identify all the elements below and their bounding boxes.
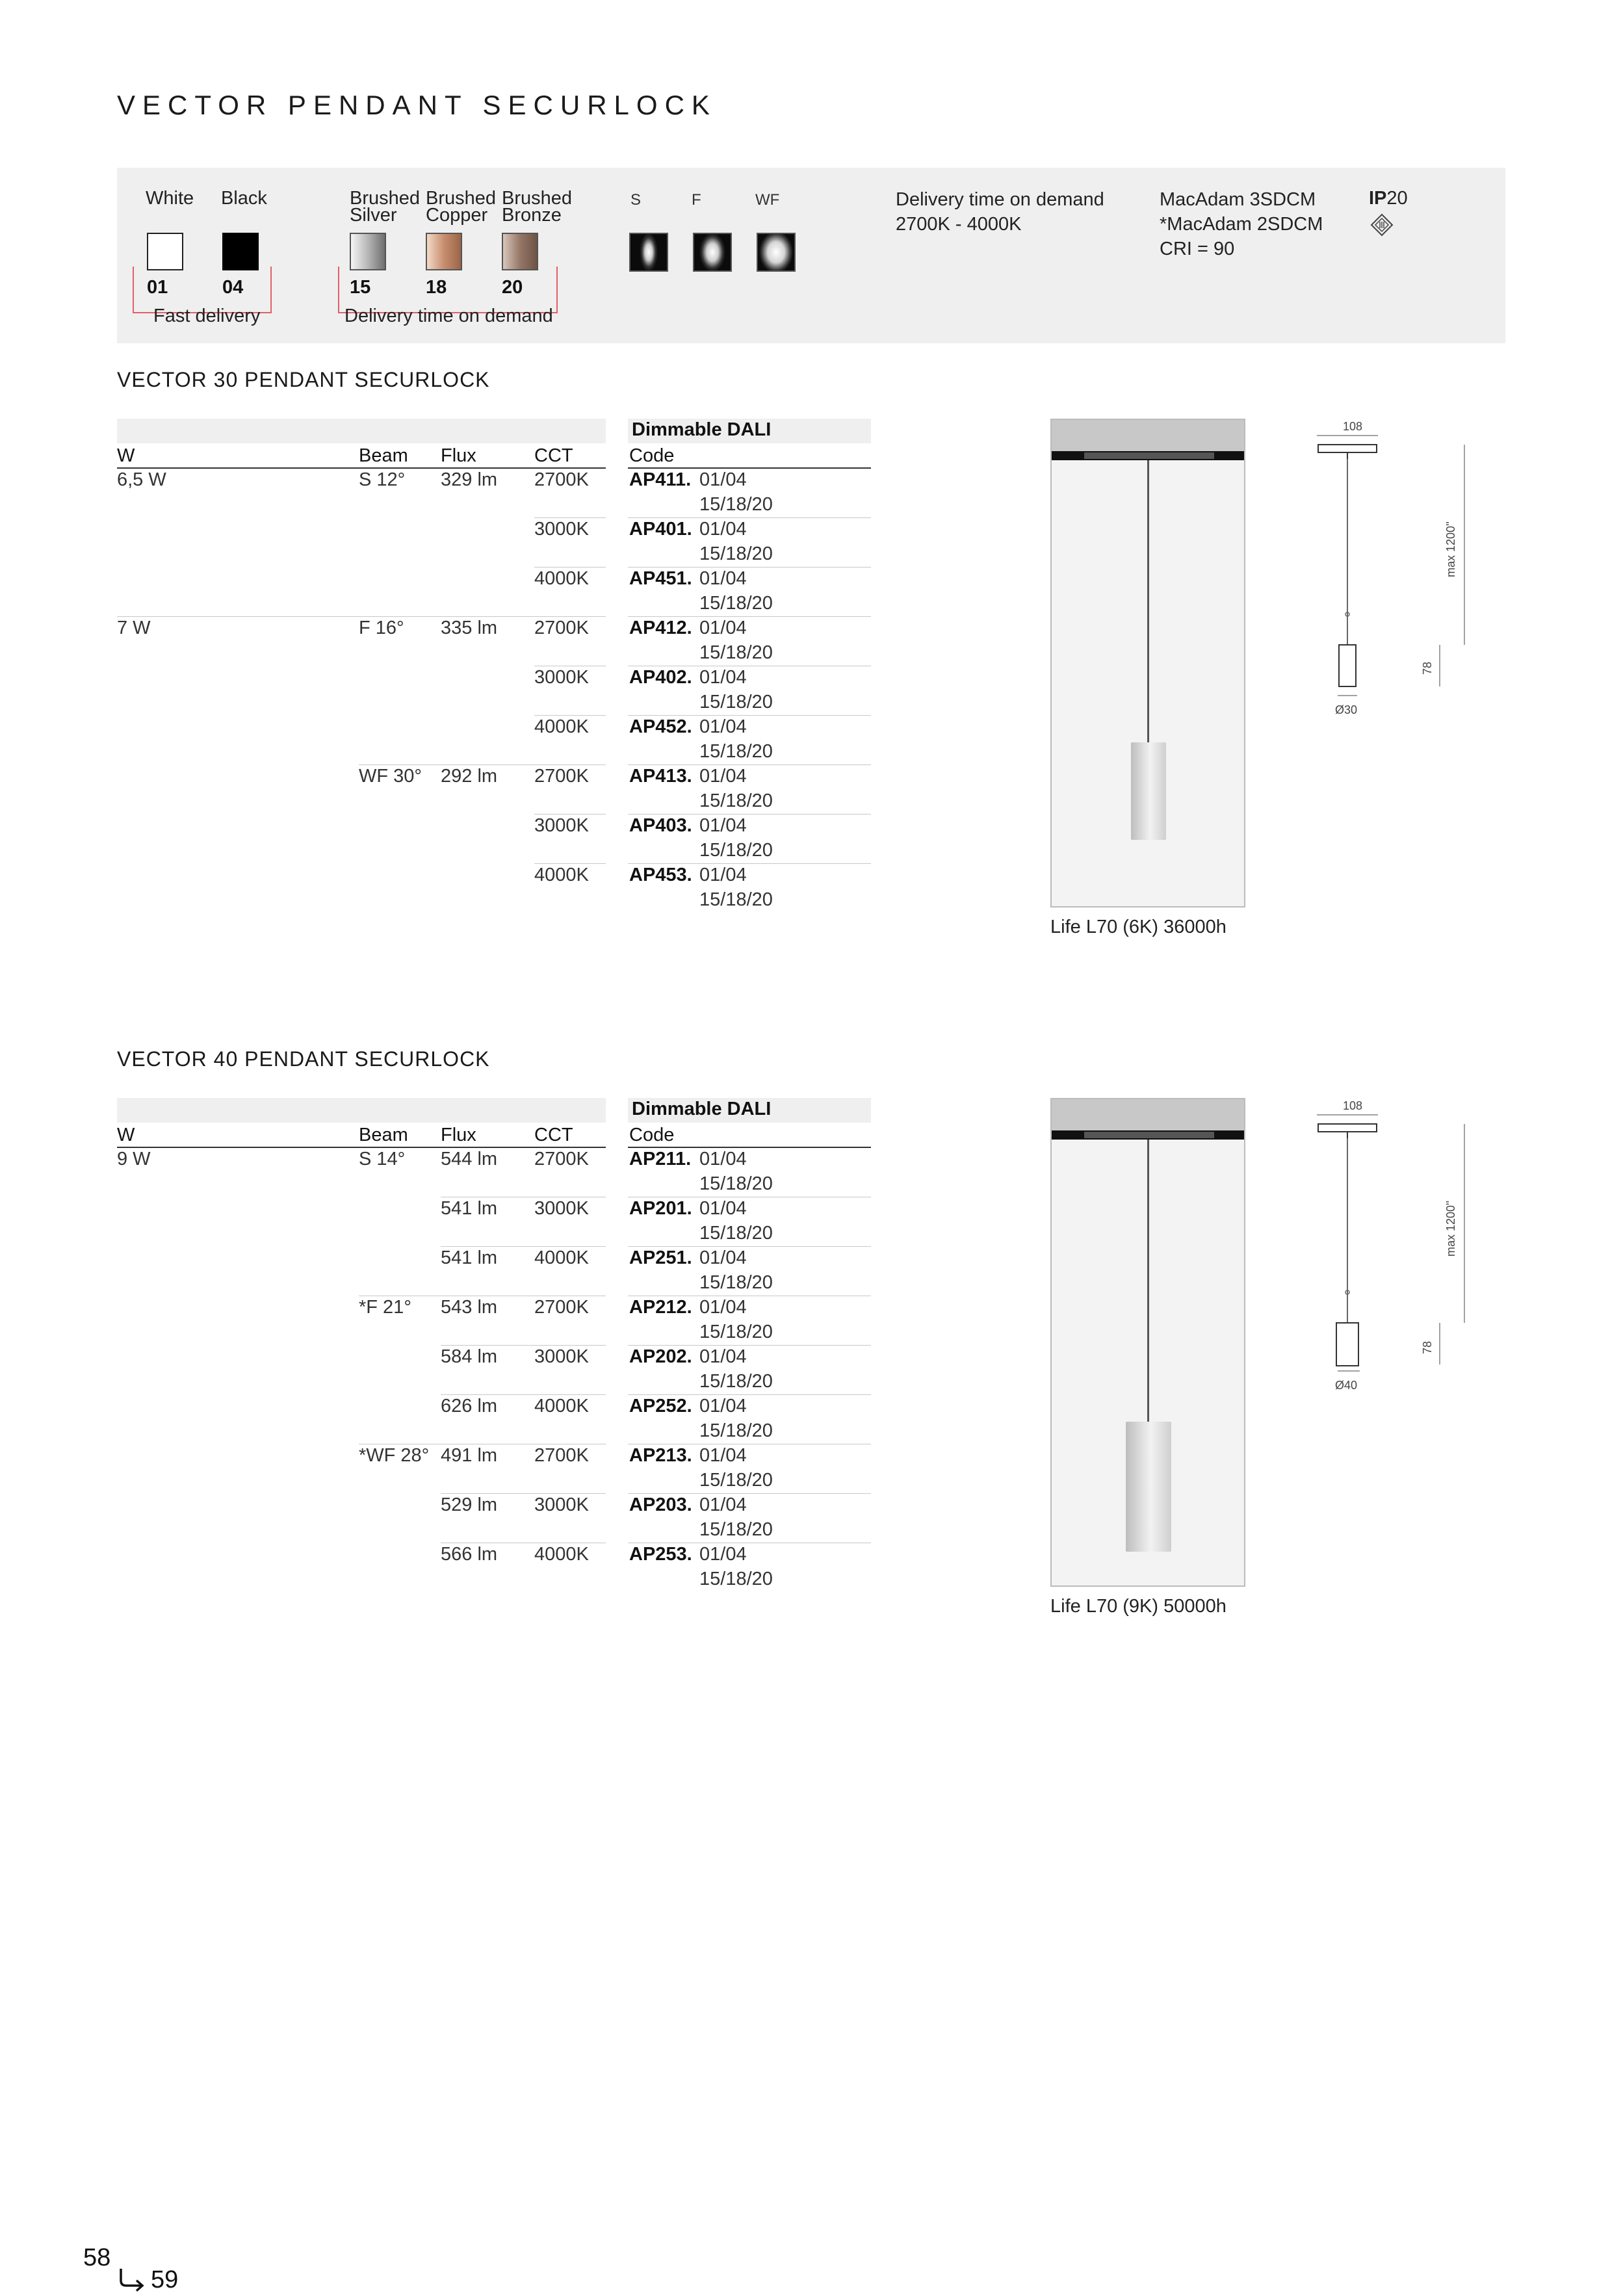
vector30-row-separator [534, 814, 606, 815]
vector30-row-cct: 4000K [534, 568, 589, 589]
vector40-row-finish-codes-1: 01/04 [699, 1445, 747, 1466]
vector30-row-flux: 292 lm [441, 766, 498, 787]
vector40-row-cct: 4000K [534, 1544, 589, 1565]
vector30-life: Life L70 (6K) 36000h [1050, 917, 1227, 937]
ip-value: 20 [1386, 188, 1408, 209]
vector40-row-separator [441, 1246, 606, 1247]
vector30-row-finish-codes-2: 15/18/20 [699, 543, 773, 564]
vector30-row-beam: WF 30° [359, 766, 422, 787]
vector30-row-beam: S 12° [359, 469, 406, 490]
finish-code-bronze: 20 [502, 277, 523, 298]
vector40-row-beam: *F 21° [359, 1297, 411, 1318]
vector30-row-separator [359, 764, 606, 765]
vector30-row-separator [628, 863, 871, 864]
vector40-dim-diameter: Ø40 [1335, 1379, 1358, 1392]
vector40-row-code: AP201. [629, 1198, 692, 1219]
vector40-dim-height: 78 [1421, 1340, 1434, 1354]
vector30-row-finish-codes-2: 15/18/20 [699, 889, 773, 910]
beam-icon-wf [757, 233, 796, 272]
vector30-row-code: AP411. [629, 469, 692, 490]
vector40-row-finish-codes-1: 01/04 [699, 1396, 747, 1416]
finish-code-copper: 18 [426, 277, 447, 298]
vector30-row-separator [628, 715, 871, 716]
vector40-row-flux: 543 lm [441, 1297, 498, 1318]
vector40-row-flux: 626 lm [441, 1396, 498, 1416]
vector40-col-code: Code [629, 1125, 675, 1145]
vector30-col-cct: CCT [534, 445, 573, 466]
vector40-row-separator [628, 1493, 871, 1494]
vector40-row-watt: 9 W [117, 1149, 151, 1169]
vector40-row-separator [441, 1394, 606, 1395]
vector40-row-flux: 541 lm [441, 1198, 498, 1219]
vector30-row-finish-codes-1: 01/04 [699, 815, 747, 836]
vector30-row-flux: 335 lm [441, 618, 498, 638]
finish-label-copper: Brushed Copper [426, 188, 497, 226]
vector40-row-flux: 566 lm [441, 1544, 498, 1565]
vector40-row-cct: 2700K [534, 1149, 589, 1169]
delivery-info-line1: Delivery time on demand [896, 189, 1104, 210]
vector30-row-finish-codes-2: 15/18/20 [699, 494, 773, 515]
vector40-row-flux: 541 lm [441, 1247, 498, 1268]
vector40-row-finish-codes-1: 01/04 [699, 1149, 747, 1169]
vector30-row-cct: 3000K [534, 519, 589, 540]
vector40-row-separator [628, 1394, 871, 1395]
class-iii-icon [1370, 213, 1394, 237]
vector40-row-finish-codes-2: 15/18/20 [699, 1223, 773, 1244]
vector30-header-shade [117, 419, 606, 443]
finish-swatch-black [222, 233, 259, 270]
vector40-col-beam: Beam [359, 1125, 408, 1145]
vector40-row-flux: 491 lm [441, 1445, 498, 1466]
finish-label-black: Black [221, 188, 267, 209]
vector40-row-flux: 544 lm [441, 1149, 498, 1169]
vector30-row-code: AP402. [629, 667, 692, 688]
vector40-row-separator [628, 1345, 871, 1346]
vector40-row-code: AP203. [629, 1494, 692, 1515]
vector30-row-finish-codes-2: 15/18/20 [699, 840, 773, 861]
page-number: 58 [83, 2244, 111, 2271]
vector40-title: VECTOR 40 PENDANT SECURLOCK [117, 1047, 490, 1071]
vector40-row-finish-codes-2: 15/18/20 [699, 1470, 773, 1491]
vector30-row-separator [628, 616, 871, 617]
vector30-row-cct: 3000K [534, 815, 589, 836]
vector40-row-cct: 3000K [534, 1346, 589, 1367]
vector40-row-finish-codes-1: 01/04 [699, 1346, 747, 1367]
beam-label-wf: WF [755, 191, 780, 209]
vector40-product-photo [1050, 1098, 1245, 1587]
vector40-header-rule [117, 1147, 606, 1148]
vector30-row-cct: 2700K [534, 469, 589, 490]
vector30-row-code: AP452. [629, 716, 692, 737]
vector40-row-finish-codes-2: 15/18/20 [699, 1322, 773, 1342]
vector40-row-finish-codes-1: 01/04 [699, 1494, 747, 1515]
beam-icon-s [629, 233, 668, 272]
vector30-row-watt: 7 W [117, 618, 151, 638]
vector30-row-cct: 4000K [534, 716, 589, 737]
vector30-row-finish-codes-1: 01/04 [699, 716, 747, 737]
vector30-row-code: AP453. [629, 865, 692, 885]
vector30-row-code: AP451. [629, 568, 692, 589]
vector30-row-finish-codes-1: 01/04 [699, 865, 747, 885]
vector40-row-flux: 584 lm [441, 1346, 498, 1367]
finish-code-white: 01 [147, 277, 168, 298]
vector40-row-code: AP252. [629, 1396, 692, 1416]
vector30-row-finish-codes-1: 01/04 [699, 667, 747, 688]
vector40-row-cct: 4000K [534, 1247, 589, 1268]
vector40-code-rule [628, 1147, 871, 1148]
vector40-row-finish-codes-2: 15/18/20 [699, 1519, 773, 1540]
fast-delivery-label: Fast delivery [153, 306, 261, 326]
vector30-row-finish-codes-2: 15/18/20 [699, 741, 773, 762]
beam-icon-f [693, 233, 732, 272]
vector30-col-code: Code [629, 445, 675, 466]
beam-label-f: F [692, 191, 701, 209]
vector40-row-finish-codes-2: 15/18/20 [699, 1420, 773, 1441]
vector40-row-finish-codes-1: 01/04 [699, 1544, 747, 1565]
cri-value: CRI = 90 [1160, 239, 1235, 259]
on-demand-label: Delivery time on demand [344, 306, 553, 326]
vector30-row-flux: 329 lm [441, 469, 498, 490]
vector30-row-separator [534, 715, 606, 716]
vector40-row-separator [441, 1493, 606, 1494]
finish-options-band [117, 168, 1505, 343]
vector30-row-beam: F 16° [359, 618, 404, 638]
vector40-row-code: AP251. [629, 1247, 692, 1268]
finish-code-black: 04 [222, 277, 244, 298]
vector30-row-code: AP403. [629, 815, 692, 836]
vector30-row-finish-codes-2: 15/18/20 [699, 593, 773, 614]
vector40-row-flux: 529 lm [441, 1494, 498, 1515]
macadam-2sdcm: *MacAdam 2SDCM [1160, 214, 1323, 235]
vector40-col-cct: CCT [534, 1125, 573, 1145]
next-page-arrow-icon [117, 2266, 147, 2292]
finish-code-silver: 15 [350, 277, 371, 298]
vector40-row-finish-codes-2: 15/18/20 [699, 1569, 773, 1589]
vector40-row-cct: 2700K [534, 1445, 589, 1466]
vector40-row-cct: 4000K [534, 1396, 589, 1416]
vector30-row-separator [628, 814, 871, 815]
vector30-row-code: AP401. [629, 519, 692, 540]
vector40-row-finish-codes-2: 15/18/20 [699, 1173, 773, 1194]
vector30-dim-width: 108 [1343, 420, 1363, 433]
vector30-row-watt: 6,5 W [117, 469, 166, 490]
next-page-number[interactable]: 59 [151, 2266, 179, 2293]
vector40-row-cct: 2700K [534, 1297, 589, 1318]
finish-swatch-white [147, 233, 183, 270]
vector30-row-separator [628, 764, 871, 765]
vector30-row-code: AP413. [629, 766, 692, 787]
vector40-dim-max: max 1200'' [1444, 1201, 1457, 1257]
vector30-row-finish-codes-1: 01/04 [699, 519, 747, 540]
vector30-row-finish-codes-2: 15/18/20 [699, 692, 773, 712]
finish-label-silver: Brushed Silver [350, 188, 421, 226]
vector40-dali-header: Dimmable DALI [632, 1099, 772, 1119]
vector40-row-finish-codes-2: 15/18/20 [699, 1272, 773, 1293]
finish-swatch-silver [350, 233, 386, 270]
vector40-col-flux: Flux [441, 1125, 476, 1145]
vector40-row-code: AP211. [629, 1149, 692, 1169]
vector40-row-separator [441, 1345, 606, 1346]
vector30-row-cct: 2700K [534, 766, 589, 787]
vector40-row-cct: 3000K [534, 1494, 589, 1515]
finish-swatch-bronze [502, 233, 538, 270]
vector30-col-w: W [117, 445, 135, 466]
vector30-row-cct: 3000K [534, 667, 589, 688]
vector30-dimension-drawing [1306, 416, 1501, 728]
vector30-row-finish-codes-2: 15/18/20 [699, 790, 773, 811]
vector30-row-finish-codes-1: 01/04 [699, 568, 747, 589]
vector30-row-finish-codes-2: 15/18/20 [699, 642, 773, 663]
vector40-row-finish-codes-2: 15/18/20 [699, 1371, 773, 1392]
vector40-dimension-drawing [1306, 1095, 1501, 1407]
vector30-dim-height: 78 [1421, 661, 1434, 675]
finish-swatch-copper [426, 233, 462, 270]
vector30-title: VECTOR 30 PENDANT SECURLOCK [117, 368, 490, 391]
vector30-col-beam: Beam [359, 445, 408, 466]
beam-label-s: S [630, 191, 642, 209]
vector40-row-cct: 3000K [534, 1198, 589, 1219]
vector40-row-beam: *WF 28° [359, 1445, 430, 1466]
vector30-row-separator [117, 616, 606, 617]
vector30-row-finish-codes-1: 01/04 [699, 469, 747, 490]
vector30-dim-diameter: Ø30 [1335, 703, 1358, 716]
vector30-row-code: AP412. [629, 618, 692, 638]
vector30-row-finish-codes-1: 01/04 [699, 618, 747, 638]
page-title: VECTOR PENDANT SECURLOCK [117, 90, 717, 120]
vector30-row-cct: 4000K [534, 865, 589, 885]
vector40-life: Life L70 (9K) 50000h [1050, 1596, 1227, 1617]
vector40-dim-width: 108 [1343, 1099, 1363, 1112]
ip-rating [1369, 186, 1408, 211]
vector30-header-rule [117, 467, 606, 469]
vector40-row-beam: S 14° [359, 1149, 406, 1169]
vector40-col-w: W [117, 1125, 135, 1145]
delivery-info-line2: 2700K - 4000K [896, 214, 1022, 235]
vector40-header-shade [117, 1098, 606, 1123]
finish-label-bronze: Brushed Bronze [502, 188, 573, 226]
finish-label-white: White [146, 188, 194, 209]
vector30-dali-header: Dimmable DALI [632, 419, 772, 440]
vector30-col-flux: Flux [441, 445, 476, 466]
vector40-row-finish-codes-1: 01/04 [699, 1297, 747, 1318]
vector40-row-code: AP202. [629, 1346, 692, 1367]
vector30-product-photo [1050, 419, 1245, 907]
vector30-row-separator [534, 863, 606, 864]
vector40-row-code: AP212. [629, 1297, 692, 1318]
vector30-code-rule [628, 467, 871, 469]
vector30-dim-max: max 1200'' [1444, 521, 1457, 577]
vector30-row-cct: 2700K [534, 618, 589, 638]
vector30-row-separator [534, 517, 606, 518]
ip-prefix: IP [1369, 188, 1387, 209]
vector30-row-finish-codes-1: 01/04 [699, 766, 747, 787]
vector40-row-code: AP253. [629, 1544, 692, 1565]
vector40-row-code: AP213. [629, 1445, 692, 1466]
macadam-3sdcm: MacAdam 3SDCM [1160, 189, 1316, 210]
vector40-row-finish-codes-1: 01/04 [699, 1247, 747, 1268]
vector40-row-separator [628, 1246, 871, 1247]
vector40-row-finish-codes-1: 01/04 [699, 1198, 747, 1219]
vector30-row-separator [628, 517, 871, 518]
